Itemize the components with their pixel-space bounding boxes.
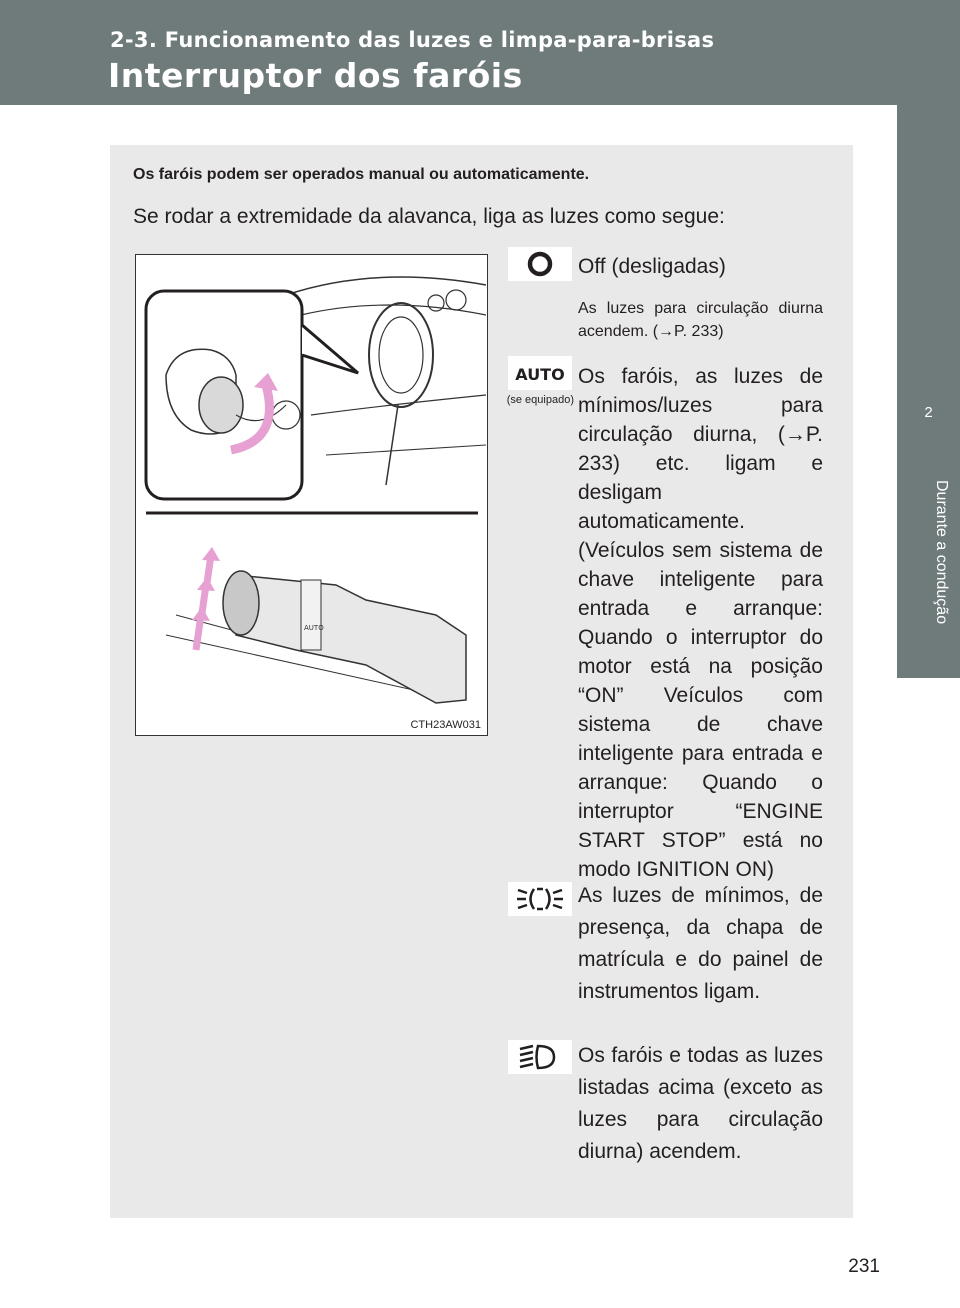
page-number: 231 [848,1256,880,1277]
mode-auto-text: Os faróis, as luzes de mínimos/luzes para circulação diurna, (→P. 233) etc. ligam e desligam automaticamente. (Veículos sem sistema de chave inteligente para entrada e arranque: Quando o interruptor do motor está na posição “ON” Veículos com sistema de chave inteligente para entrada e arranque: Quando o interruptor “ENGINE START STOP” está no modo IGNITION ON) [578,365,823,881]
parking-lights-icon [508,882,572,916]
illustration-drawing [136,255,487,735]
svg-text:AUTO: AUTO [304,624,324,632]
lead-text: Se rodar a extremidade da alavanca, liga as luzes como segue: [133,205,725,228]
off-circle-icon [508,247,572,281]
intro-text: Os faróis podem ser operados manual ou automaticamente. [133,166,590,183]
chapter-number: 2 [924,404,933,421]
mode-parking-text: As luzes de mínimos, de presença, da chapa de matrícula e do painel de instrumentos ligam. [578,884,823,1003]
side-tab-upper [897,105,960,368]
page-header [0,0,960,105]
mode-off-note: As luzes para circulação diurna acendem. (→P. 233) [578,300,823,340]
headlights-icon [508,1040,572,1074]
page-title: Interruptor dos faróis [108,56,523,95]
equipment-note: (se equipado) [506,394,574,406]
auto-icon-label: AUTO [515,365,565,384]
headlight-switch-illustration [135,254,488,736]
chapter-name: Durante a condução [933,480,950,625]
illustration-code: CTH23AW031 [410,719,481,731]
auto-icon [508,356,572,390]
mode-off-text: Off (desligadas) [578,255,726,278]
mode-headlights-text: Os faróis e todas as luzes listadas acima (exceto as luzes para circulação diurna) acendem. [578,1044,823,1163]
section-heading: 2-3. Funcionamento das luzes e limpa-para-brisas [110,28,715,52]
